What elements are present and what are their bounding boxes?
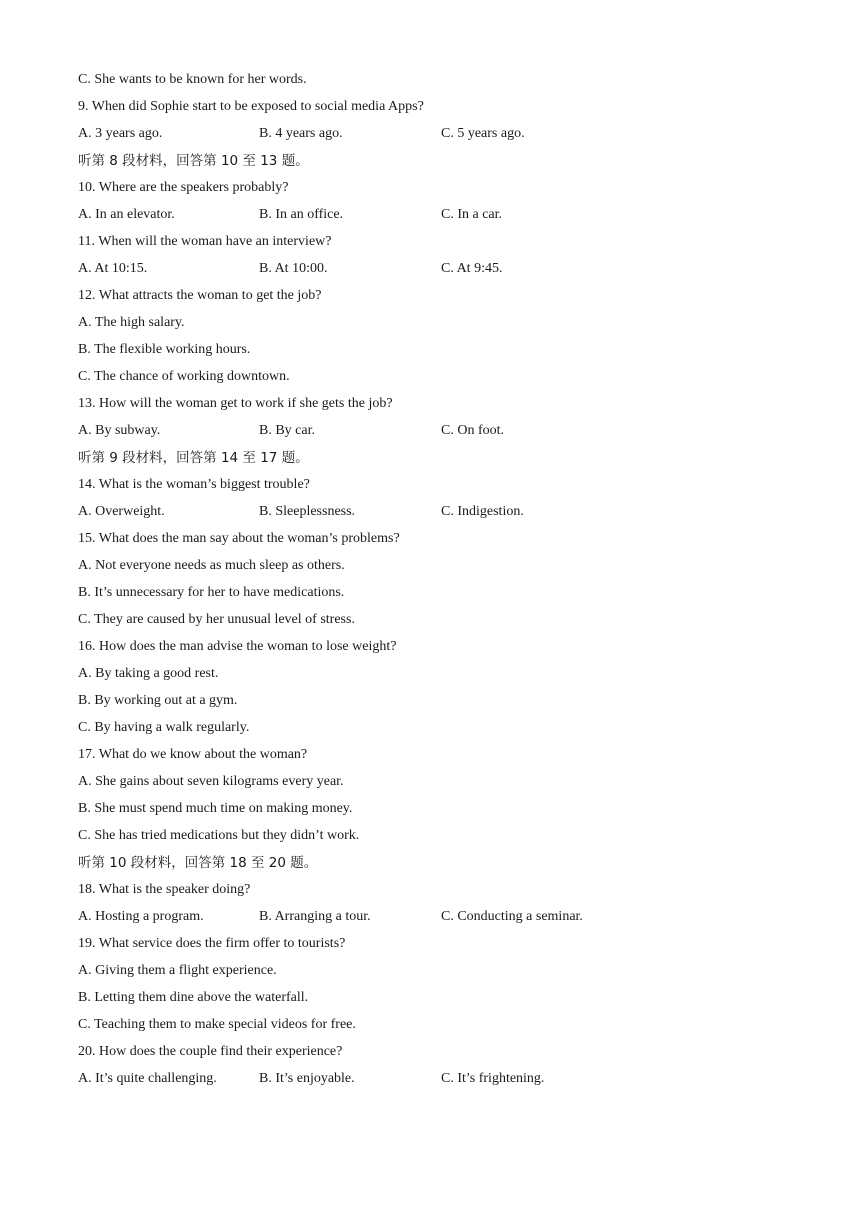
question-text: 15. What does the man say about the woman’s problems?	[78, 531, 400, 546]
option-a: A. At 10:15.	[78, 261, 148, 276]
answer-option-row	[78, 582, 798, 609]
answer-options-row	[78, 420, 798, 447]
section-instruction-row	[78, 447, 798, 474]
answer-option: A. Not everyone needs as much sleep as others.	[78, 558, 345, 573]
question-text: 10. Where are the speakers probably?	[78, 180, 289, 195]
answer-option: C. She has tried medications but they didn’t work.	[78, 828, 360, 843]
answer-option-row	[78, 555, 798, 582]
question-text: 9. When did Sophie start to be exposed to social media Apps?	[78, 99, 424, 114]
question-text-row	[78, 177, 798, 204]
answer-option: B. It’s unnecessary for her to have medications.	[78, 585, 345, 600]
question-text-row	[78, 528, 798, 555]
answer-option-row	[78, 663, 798, 690]
option-b: B. At 10:00.	[259, 261, 328, 276]
question-text: 19. What service does the firm offer to tourists?	[78, 936, 346, 951]
answer-option: B. She must spend much time on making money.	[78, 801, 353, 816]
question-text-row	[78, 474, 798, 501]
option-c: C. Conducting a seminar.	[441, 909, 583, 924]
answer-option: A. She gains about seven kilograms every year.	[78, 774, 344, 789]
option-b: B. It’s enjoyable.	[259, 1071, 355, 1086]
answer-option-row	[78, 798, 798, 825]
answer-option-row	[78, 69, 798, 96]
section-instruction-row	[78, 852, 798, 879]
question-text: 11. When will the woman have an interview?	[78, 234, 332, 249]
question-text-row	[78, 879, 798, 906]
option-c: C. At 9:45.	[441, 261, 503, 276]
answer-option: A. By taking a good rest.	[78, 666, 219, 681]
question-text-row	[78, 933, 798, 960]
option-a: A. It’s quite challenging.	[78, 1071, 217, 1086]
question-text: 13. How will the woman get to work if she gets the job?	[78, 396, 393, 411]
answer-option-row	[78, 690, 798, 717]
section-instruction: 听第 8 段材料，回答第 10 至 13 题。	[78, 153, 309, 169]
answer-option-row	[78, 366, 798, 393]
answer-options-row	[78, 204, 798, 231]
question-text-row	[78, 285, 798, 312]
section-instruction: 听第 10 段材料，回答第 18 至 20 题。	[78, 855, 318, 871]
question-text-row	[78, 636, 798, 663]
answer-option-row	[78, 825, 798, 852]
exam-page	[78, 69, 798, 1095]
answer-option-row	[78, 609, 798, 636]
answer-option: A. Giving them a flight experience.	[78, 963, 277, 978]
question-text-row	[78, 96, 798, 123]
answer-options-row	[78, 258, 798, 285]
option-a: A. By subway.	[78, 423, 161, 438]
question-text: 17. What do we know about the woman?	[78, 747, 308, 762]
answer-options-row	[78, 906, 798, 933]
answer-option: C. The chance of working downtown.	[78, 369, 290, 384]
option-b: B. 4 years ago.	[259, 126, 343, 141]
question-text: 20. How does the couple find their experience?	[78, 1044, 343, 1059]
answer-option: C. By having a walk regularly.	[78, 720, 250, 735]
answer-option-row	[78, 771, 798, 798]
question-text-row	[78, 231, 798, 258]
answer-option: C. They are caused by her unusual level of stress.	[78, 612, 355, 627]
question-text-row	[78, 393, 798, 420]
option-c: C. On foot.	[441, 423, 504, 438]
question-text: 14. What is the woman’s biggest trouble?	[78, 477, 310, 492]
option-b: B. Sleeplessness.	[259, 504, 356, 519]
option-b: B. In an office.	[259, 207, 344, 222]
answer-option: B. By working out at a gym.	[78, 693, 238, 708]
answer-option: C. She wants to be known for her words.	[78, 72, 307, 87]
question-text-row	[78, 744, 798, 771]
option-a: A. 3 years ago.	[78, 126, 163, 141]
option-c: C. In a car.	[441, 207, 503, 222]
answer-option: C. Teaching them to make special videos for free.	[78, 1017, 356, 1032]
question-text: 12. What attracts the woman to get the job?	[78, 288, 322, 303]
option-c: C. 5 years ago.	[441, 126, 525, 141]
answer-option: A. The high salary.	[78, 315, 185, 330]
answer-option-row	[78, 339, 798, 366]
question-text: 18. What is the speaker doing?	[78, 882, 251, 897]
option-a: A. In an elevator.	[78, 207, 175, 222]
answer-option-row	[78, 312, 798, 339]
answer-option: B. Letting them dine above the waterfall.	[78, 990, 309, 1005]
answer-option-row	[78, 987, 798, 1014]
answer-option-row	[78, 717, 798, 744]
question-text: 16. How does the man advise the woman to lose weight?	[78, 639, 397, 654]
option-b: B. By car.	[259, 423, 315, 438]
section-instruction-row	[78, 150, 798, 177]
section-instruction: 听第 9 段材料，回答第 14 至 17 题。	[78, 450, 309, 466]
option-a: A. Hosting a program.	[78, 909, 204, 924]
answer-options-row	[78, 123, 798, 150]
answer-option-row	[78, 1014, 798, 1041]
option-b: B. Arranging a tour.	[259, 909, 371, 924]
answer-options-row	[78, 501, 798, 528]
answer-option-row	[78, 960, 798, 987]
option-c: C. It’s frightening.	[441, 1071, 545, 1086]
question-text-row	[78, 1041, 798, 1068]
option-c: C. Indigestion.	[441, 504, 524, 519]
answer-options-row	[78, 1068, 798, 1095]
option-a: A. Overweight.	[78, 504, 165, 519]
answer-option: B. The flexible working hours.	[78, 342, 251, 357]
